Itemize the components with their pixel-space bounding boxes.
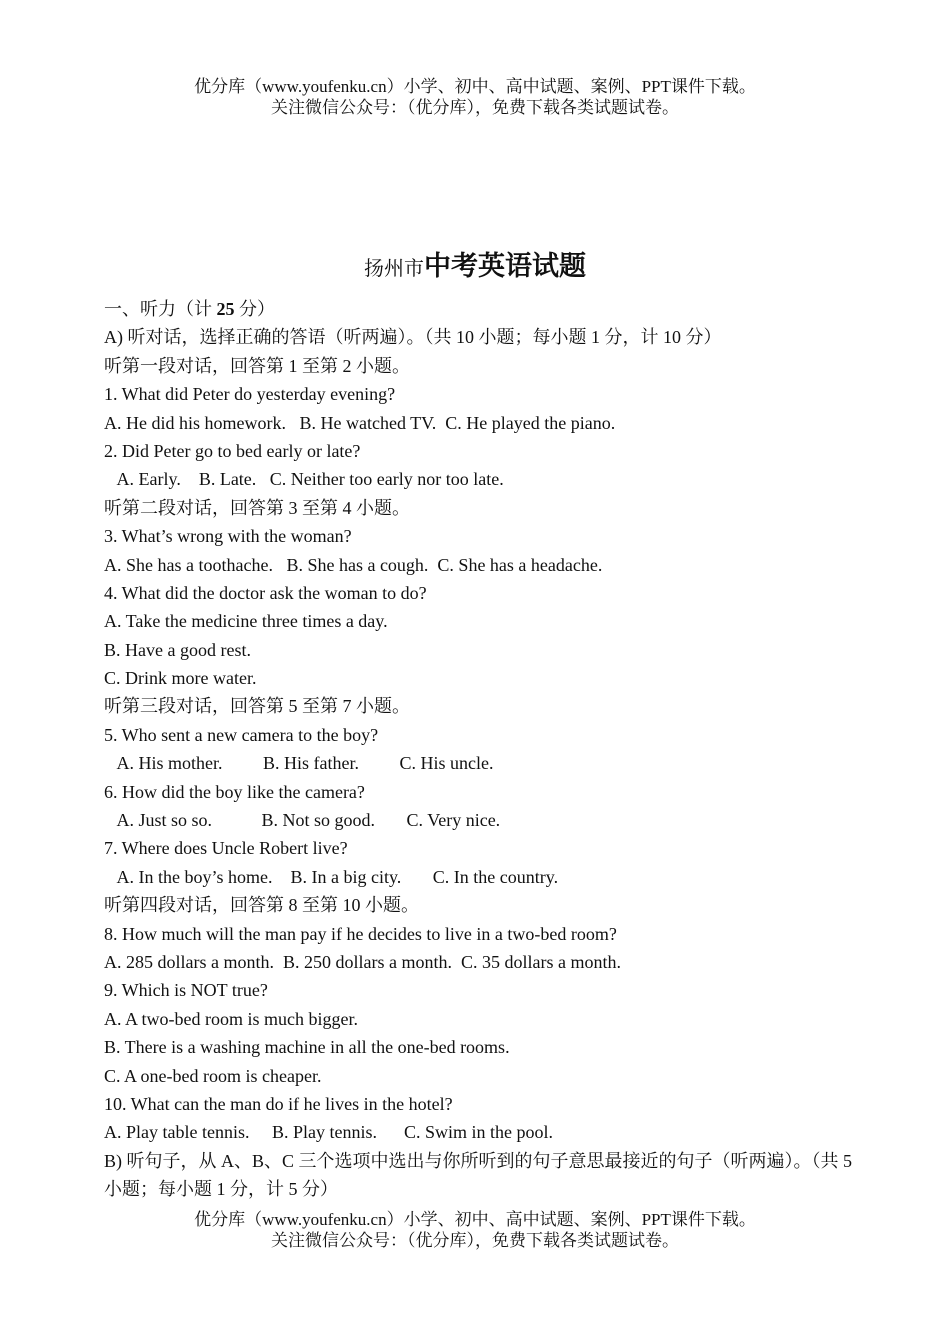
title-main: 中考英语试题: [424, 251, 586, 282]
question-line: A) 听对话，选择正确的答语（听两遍）。（共 10 小题；每小题 1 分，计 10 分）: [104, 327, 722, 348]
question-line: 10. What can the man do if he lives in the hotel?: [104, 1093, 453, 1114]
banner-line-1: 优分库（www.youfenku.cn）小学、初中、高中试题、案例、PPT课件下载。: [194, 1210, 756, 1229]
question-line: 听第四段对话，回答第 8 至第 10 小题。: [104, 895, 419, 916]
question-line: A. He did his homework. B. He watched TV. C. He played the piano.: [104, 412, 616, 433]
question-line: A. Take the medicine three times a day.: [104, 611, 388, 632]
question-line: B. There is a washing machine in all the one-bed rooms.: [104, 1037, 510, 1058]
question-line: 5. Who sent a new camera to the boy?: [104, 724, 379, 745]
question-line: 1. What did Peter do yesterday evening?: [104, 384, 396, 405]
page-title: [0, 250, 950, 286]
question-line: 9. Which is NOT true?: [104, 980, 268, 1001]
question-line: C. A one-bed room is cheaper.: [104, 1065, 322, 1086]
question-line: 4. What did the doctor ask the woman to do?: [104, 582, 427, 603]
banner-line-2: 关注微信公众号：（优分库），免费下载各类试题试卷。: [271, 98, 679, 117]
question-line: 8. How much will the man pay if he decides to live in a two-bed room?: [104, 923, 617, 944]
section-label-pre: 一、听力（计: [104, 299, 217, 319]
question-line: 2. Did Peter go to bed early or late?: [104, 440, 361, 461]
question-line: A. In the boy’s home. B. In a big city. C. In the country.: [104, 866, 559, 887]
part-b-instructions: B) 听句子，从 A、B、C 三个选项中选出与你所听到的句子意思最接近的句子（听两遍）。（共 5 小题；每小题 1 分，计 5 分）: [104, 1150, 853, 1200]
question-line: A. Play table tennis. B. Play tennis. C. Swim in the pool.: [104, 1122, 553, 1143]
exam-body: [104, 295, 884, 1204]
banner-line-1: 优分库（www.youfenku.cn）小学、初中、高中试题、案例、PPT课件下载。: [194, 77, 756, 96]
title-prefix: 扬州市: [364, 258, 424, 280]
question-line: C. Drink more water.: [104, 668, 257, 689]
question-line: A. Early. B. Late. C. Neither too early nor too late.: [104, 469, 504, 490]
question-line: A. A two-bed room is much bigger.: [104, 1008, 358, 1029]
banner-line-2: 关注微信公众号：（优分库），免费下载各类试题试卷。: [271, 1231, 679, 1250]
question-line: 听第一段对话，回答第 1 至第 2 小题。: [104, 355, 410, 376]
question-line: 6. How did the boy like the camera?: [104, 781, 365, 802]
footer-banner: [0, 1209, 950, 1251]
question-line: 听第三段对话，回答第 5 至第 7 小题。: [104, 696, 410, 717]
question-line: 3. What’s wrong with the woman?: [104, 526, 352, 547]
header-banner: [0, 76, 950, 118]
question-line: A. His mother. B. His father. C. His uncle.: [104, 753, 494, 774]
section-label-post: 分）: [234, 299, 275, 319]
question-line: A. She has a toothache. B. She has a cough. C. She has a headache.: [104, 554, 603, 575]
question-line: B. Have a good rest.: [104, 639, 251, 660]
question-line: 7. Where does Uncle Robert live?: [104, 838, 348, 859]
section-heading: [104, 295, 884, 323]
question-line: A. 285 dollars a month. B. 250 dollars a month. C. 35 dollars a month.: [104, 951, 621, 972]
question-line: 听第二段对话，回答第 3 至第 4 小题。: [104, 497, 410, 518]
section-points: 25: [216, 299, 235, 319]
question-line: A. Just so so. B. Not so good. C. Very nice.: [104, 810, 501, 831]
